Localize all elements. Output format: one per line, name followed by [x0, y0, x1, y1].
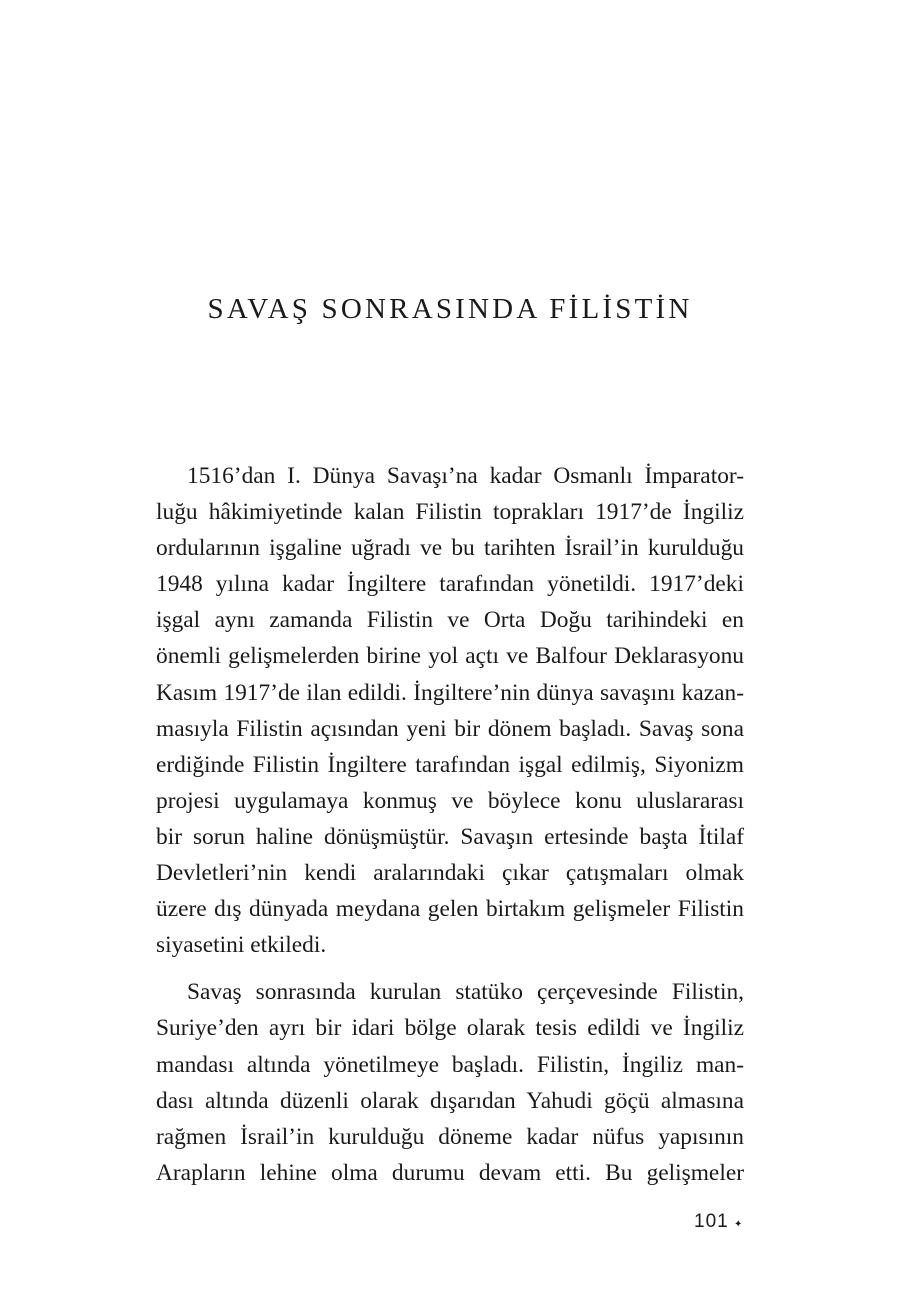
text-line: önemli gelişmelerden birine yol açtı ve Balfour Deklarasyonu	[156, 643, 744, 670]
page-number: 101	[694, 1211, 729, 1232]
text-line: Kasım 1917’de ilan edildi. İngiltere’nin dünya savaşını kazan-	[156, 679, 744, 706]
paragraph	[156, 974, 744, 1191]
paragraph-gap	[156, 963, 744, 974]
chapter-title: SAVAŞ SONRASINDA FİLİSTİN	[207, 293, 693, 325]
text-line: masıyla Filistin açısından yeni bir dönem başladı. Savaş sona	[156, 715, 744, 742]
body-text	[156, 458, 744, 1191]
text-line: ordularının işgaline uğradı ve bu tarihten İsrail’in kurulduğu	[156, 535, 744, 562]
paragraph	[156, 458, 744, 963]
text-line: Savaş sonrasında kurulan statüko çerçevesinde Filistin,	[187, 979, 744, 1006]
text-line: dası altında düzenli olarak dışarıdan Yahudi göçü almasına	[156, 1087, 744, 1114]
text-line: 1516’dan I. Dünya Savaşı’na kadar Osmanlı İmparator-	[187, 463, 744, 489]
text-line: rağmen İsrail’in kurulduğu döneme kadar nüfus yapısının	[156, 1123, 744, 1150]
text-line: Devletleri’nin kendi aralarındaki çıkar çatışmaları olmak	[156, 860, 744, 887]
text-line: üzere dış dünyada meydana gelen birtakım gelişmeler Filistin	[156, 896, 744, 923]
text-line: siyasetini etkiledi.	[156, 932, 327, 959]
text-line: Suriye’den ayrı bir idari bölge olarak tesis edildi ve İngiliz	[156, 1015, 744, 1042]
text-line: Arapların lehine olma durumu devam etti. Bu gelişmeler	[156, 1159, 744, 1186]
text-line: 1948 yılına kadar İngiltere tarafından yönetildi. 1917’deki	[156, 571, 744, 598]
text-line: mandası altında yönetilmeye başladı. Filistin, İngiliz man-	[156, 1051, 744, 1078]
text-line: erdiğinde Filistin İngiltere tarafından işgal edilmiş, Siyonizm	[156, 751, 744, 778]
ornament-icon: ✦	[734, 1219, 743, 1230]
text-line: bir sorun haline dönüşmüştür. Savaşın ertesinde başta İtilaf	[156, 823, 744, 850]
text-line: luğu hâkimiyetinde kalan Filistin toprakları 1917’de İngiliz	[156, 499, 744, 526]
text-line: projesi uygulamaya konmuş ve böylece konu uluslararası	[156, 787, 744, 814]
text-line: işgal aynı zamanda Filistin ve Orta Doğu tarihindeki en	[156, 607, 744, 634]
